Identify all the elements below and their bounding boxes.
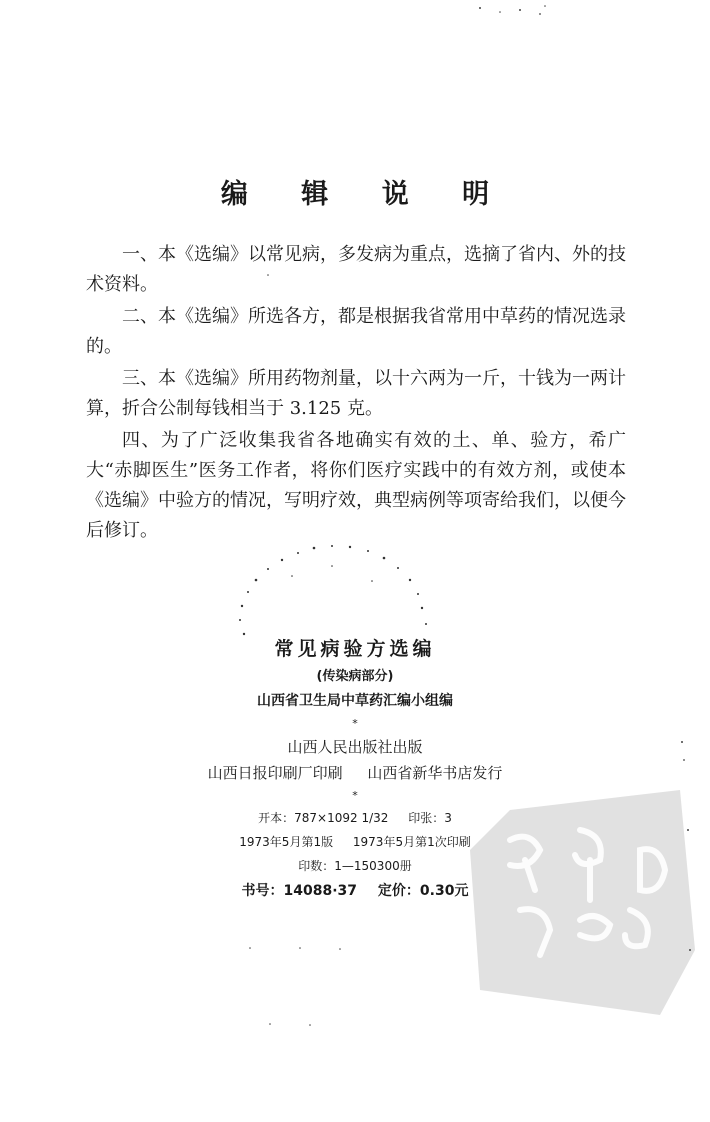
- book-subtitle: (传染病部分): [316, 669, 394, 684]
- sheet-count: 印张：3: [408, 811, 452, 825]
- book-format: 开本：787×1092 1/32: [258, 811, 389, 825]
- note-3: 三、本《选编》所用药物剂量，以十六两为一斤，十钱为一两计算，折合公制每钱相当于 3.125 克。: [86, 368, 626, 419]
- separator-star: *: [352, 789, 358, 802]
- distributor: 山西省新华书店发行: [367, 764, 503, 782]
- print-run: 印数：1—150300册: [298, 859, 412, 873]
- separator-star: *: [352, 717, 358, 730]
- note-2: 二、本《选编》所选各方，都是根据我省常用中草药的情况选录的。: [86, 306, 626, 357]
- edition: 1973年5月第1版: [239, 835, 334, 849]
- book-number: 书号：14088·37: [241, 883, 358, 899]
- printer: 山西日报印刷厂印刷: [207, 764, 343, 782]
- page-title: 编 辑 说 明: [220, 179, 512, 210]
- printing: 1973年5月第1次印刷: [352, 835, 471, 849]
- book-title: 常见病验方选编: [274, 638, 436, 660]
- compiler: 山西省卫生局中草药汇编小组编: [257, 693, 453, 709]
- note-1: 一、本《选编》以常见病，多发病为重点，选摘了省内、外的技术资料。: [86, 244, 626, 295]
- note-4: 四、为了广泛收集我省各地确实有效的土、单、验方，希广大“赤脚医生”医务工作者，将你们医疗实践中的有效方剂，或使本《选编》中验方的情况，写明疗效，典型病例等项寄给我们，以便今后修订。: [86, 430, 626, 541]
- price: 定价：0.30元: [377, 883, 469, 899]
- publisher: 山西人民出版社出版: [287, 738, 423, 756]
